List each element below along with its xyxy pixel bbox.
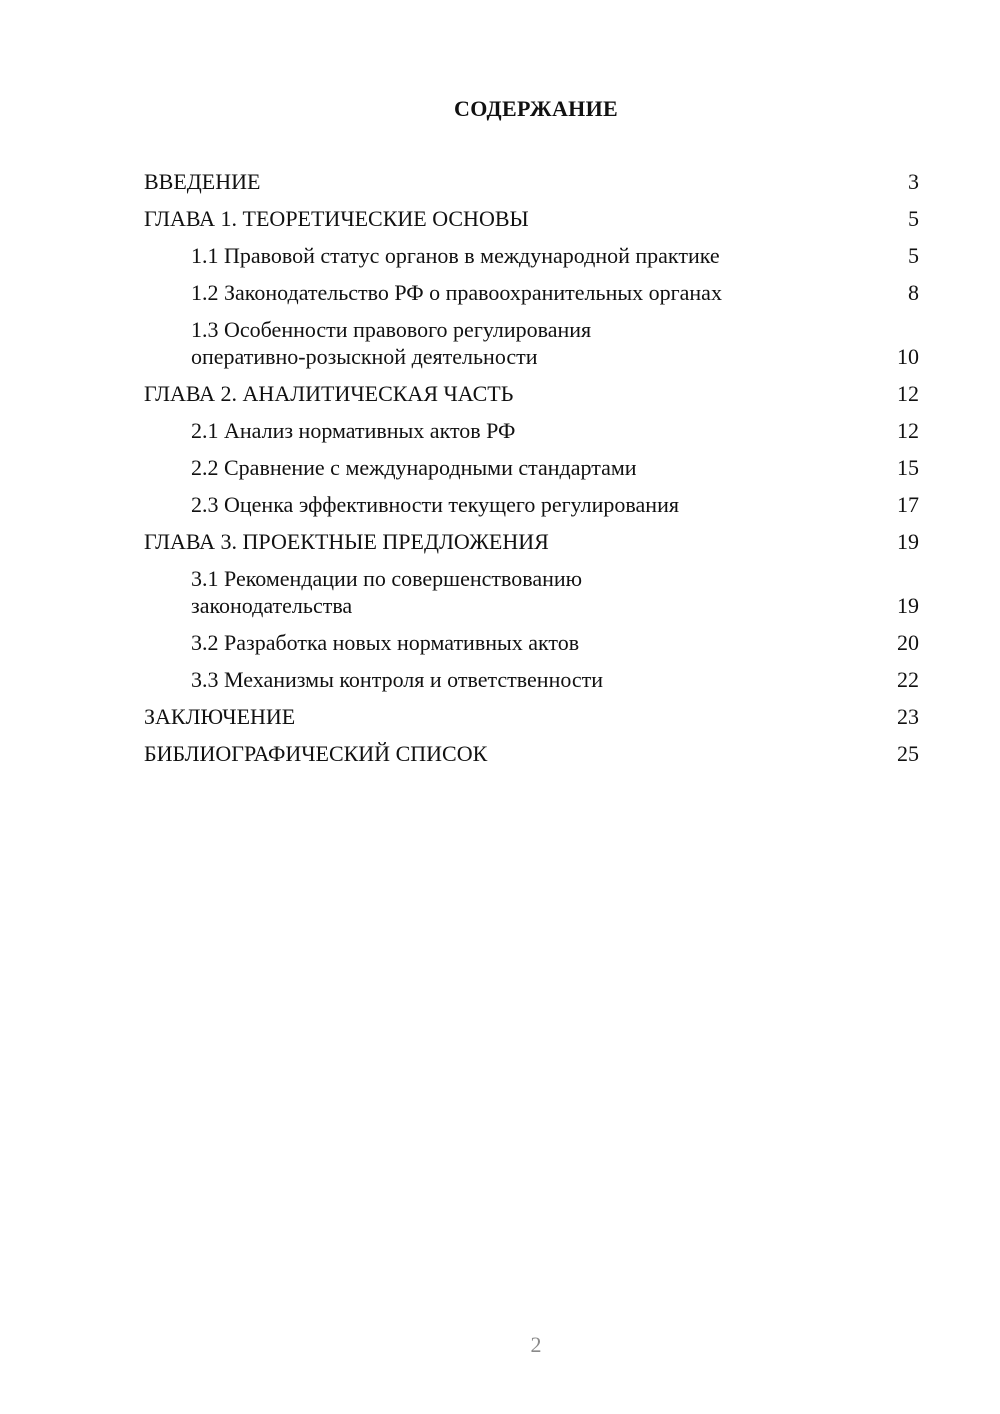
toc-entry-page: 3 xyxy=(908,169,919,194)
page-title: СОДЕРЖАНИЕ xyxy=(454,96,618,121)
toc-subentry xyxy=(144,316,919,370)
toc-entry-label: ВВЕДЕНИЕ xyxy=(144,169,261,194)
toc-entry-page: 22 xyxy=(897,667,919,692)
toc-entry-label: ГЛАВА 3. ПРОЕКТНЫЕ ПРЕДЛОЖЕНИЯ xyxy=(144,529,549,554)
toc-entry-page: 8 xyxy=(908,280,919,305)
toc-entry-label: ГЛАВА 2. АНАЛИТИЧЕСКАЯ ЧАСТЬ xyxy=(144,381,514,406)
toc-entry-page: 25 xyxy=(897,741,919,766)
toc-entry-label: 3.1 Рекомендации по совершенствованию законодательства xyxy=(191,566,583,618)
toc-entry-label: 2.2 Сравнение с международными стандартами xyxy=(191,455,637,480)
toc-entry-label: 3.3 Механизмы контроля и ответственности xyxy=(191,667,604,692)
toc-entry-page: 19 xyxy=(897,529,919,554)
toc-entry-label: 1.2 Законодательство РФ о правоохранительных органах xyxy=(191,280,722,305)
toc-entry-label: 1.3 Особенности правового регулирования оперативно-розыскной деятельности xyxy=(191,317,592,369)
toc-entry-label: ГЛАВА 1. ТЕОРЕТИЧЕСКИЕ ОСНОВЫ xyxy=(144,206,529,231)
toc-entry-page: 5 xyxy=(908,206,919,231)
toc-subentry xyxy=(144,666,919,693)
toc-entry-page: 10 xyxy=(897,344,919,369)
toc-subentry xyxy=(144,279,919,306)
toc-subentry xyxy=(144,417,919,444)
toc-entry-page: 12 xyxy=(897,418,919,443)
toc-entry-page: 23 xyxy=(897,704,919,729)
toc-entry-label: ЗАКЛЮЧЕНИЕ xyxy=(144,704,296,729)
toc-entry xyxy=(144,740,919,767)
toc-subentry xyxy=(144,491,919,518)
toc-subentry xyxy=(144,454,919,481)
toc-entry-label: 2.3 Оценка эффективности текущего регулирования xyxy=(191,492,679,517)
toc-entry-label: 2.1 Анализ нормативных актов РФ xyxy=(191,418,516,443)
toc-entry-page: 12 xyxy=(897,381,919,406)
toc-entry-page: 17 xyxy=(897,492,919,517)
toc-entry xyxy=(144,168,919,195)
toc-entry-label: БИБЛИОГРАФИЧЕСКИЙ СПИСОК xyxy=(144,741,488,766)
toc-entry xyxy=(144,528,919,555)
toc-subentry xyxy=(144,242,919,269)
toc-entry-page: 19 xyxy=(897,593,919,618)
toc-subentry xyxy=(144,629,919,656)
toc-entry-page: 15 xyxy=(897,455,919,480)
toc-entry-page: 5 xyxy=(908,243,919,268)
toc-entry-page: 20 xyxy=(897,630,919,655)
toc-entry xyxy=(144,703,919,730)
table-of-contents xyxy=(144,168,919,777)
toc-entry xyxy=(144,205,919,232)
toc-entry xyxy=(144,380,919,407)
page-number: 2 xyxy=(530,1332,542,1357)
toc-entry-label: 3.2 Разработка новых нормативных актов xyxy=(191,630,580,655)
toc-entry-label: 1.1 Правовой статус органов в международной практике xyxy=(191,243,720,268)
toc-subentry xyxy=(144,565,919,619)
